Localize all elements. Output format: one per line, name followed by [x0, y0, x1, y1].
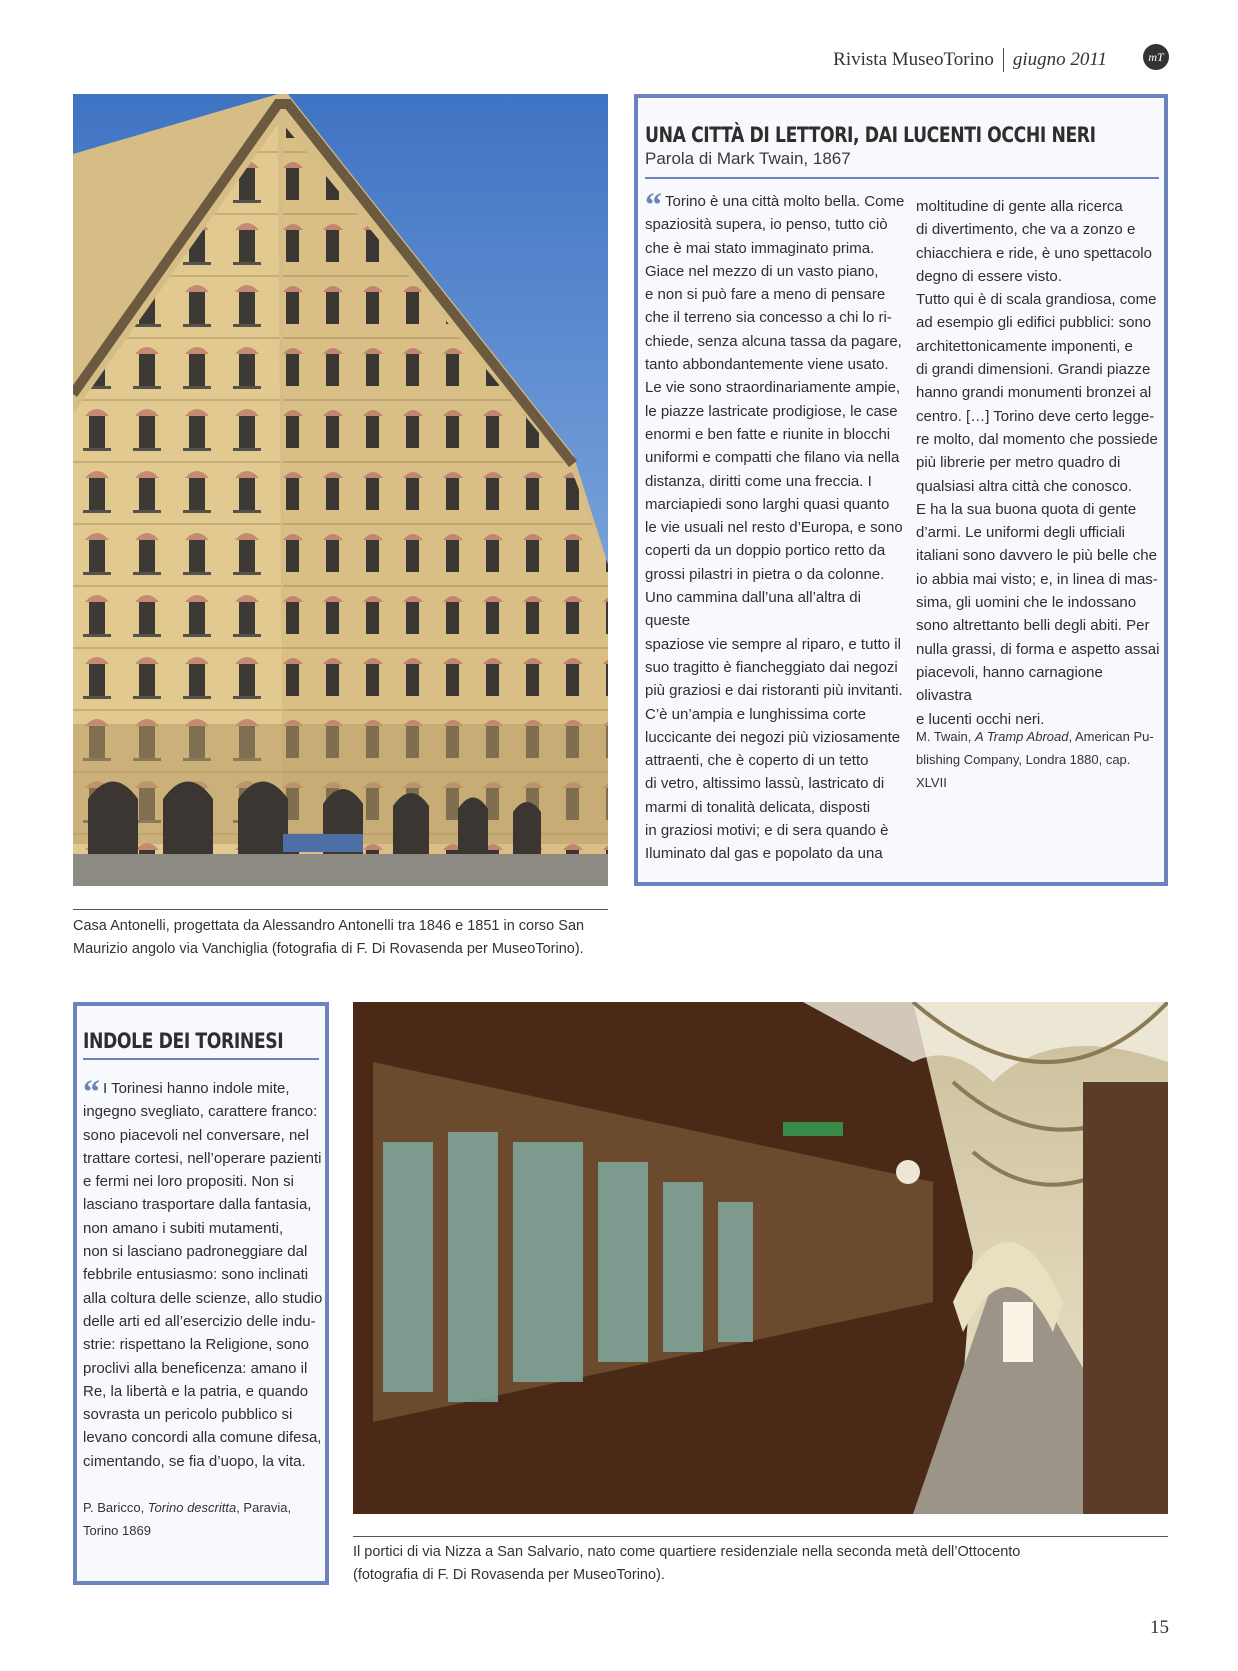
casa-antonelli-photo [73, 94, 608, 886]
quote-open-icon: “ [645, 187, 662, 224]
box1-column-2: moltitudine di gente alla ricerca di divertimento, che va a zonzo e chiacchiera e ride, è uno spettacolo degno di essere visto. Tutto qui è di scala grandiosa, come ad esempio gli edifici pubblici: sono architettonicamente imponenti, e di grandi dimensioni. Grandi piazze hanno grandi monumenti bronzei al centro. […] Torino deve certo legge- re molto, dal momento che possiede più librerie per metro quadro di qualsiasi altra città che conosco. E ha la sua buona quota di gente d’armi. Le uniformi degli ufficiali italiani sono davvero le più belle che io abbia mai visto; e, in linea di mas- sima, gli uomini che le indossano sono altrettanto belli degli abiti. Per nulla grassi, di forma e aspetto assai piacevoli, hanno carnagione olivastra e lucenti occhi neri. [916, 198, 1160, 728]
running-header [833, 44, 1107, 76]
box1-column-1: “ Torino è una città molto bella. Come spaziosità supera, io penso, tutto ciò che è mai stato immaginato prima. Giace nel mezzo di un vasto piano, e non si può fare a meno di pensare che il terreno sia concesso a chi lo ri- chiede, senza alcuna tassa da pagare, tanto abbondantemente viene usato. Le vie sono straordinariamente ampie, le piazze lastricate prodigiose, le case enormi e ben fatte e riunite in blocchi uniformi e compatti che filano via nella distanza, diritti come una freccia. I marciapiedi sono larghi quasi quanto le vie usuali nel resto d’Europa, e sono coperti da un doppio portico retto da grossi pilastri in pietra o da colonne. Uno cammina dall’una all’altra di queste spaziose vie sempre al riparo, e tutto il suo tragitto è fiancheggiato dai negozi più graziosi e dai ristoranti più invitanti. C’è un’ampia e lunghissima corte luccicante dei negozi più viziosamente attraenti, che è coperto di un tetto di vetro, altissimo lassù, lastricato di marmi di tonalità delicata, disposti in graziosi motivi; e di sera quando è Iluminato dal gas e popolato da una [645, 187, 905, 863]
box2-rule [83, 1058, 319, 1060]
box2-citation: P. Baricco, Torino descritta, Paravia, Torino 1869 [83, 1500, 292, 1538]
magazine-name: Rivista MuseoTorino [833, 49, 994, 70]
quote-open-icon-2: “ [83, 1074, 100, 1111]
photo2-caption-rule [353, 1536, 1168, 1537]
box2-body: “ I Torinesi hanno indole mite, ingegno svegliato, carattere franco: sono piacevoli nel conversare, nel trattare cortesi, nell’operare pazienti e fermi nei loro propositi. Non si lasciano trasportare dalla fantasia, non amano i subiti mutamenti, non si lasciano padroneggiare dal febbrile entusiasmo: sono inclinati alla coltura delle scienze, allo studio delle arti ed all’esercizio delle indu- strie: rispettano la Religione, sono proclivi alla beneficenza: amano il Re, la libertà e la patria, e quando sovrasta un pericolo pubblico si levano concordi alla comune difesa, cimentando, se fia d’uopo, la vita. [83, 1074, 323, 1470]
mark-twain-box [634, 94, 1168, 886]
photo1-caption: Casa Antonelli, progettata da Alessandro Antonelli tra 1846 e 1851 in corso San Maurizio angolo via Vanchiglia (fotografia di F. Di Rovasenda per MuseoTorino). [73, 918, 585, 957]
issue-date: giugno 2011 [1012, 49, 1107, 70]
box1-subtitle: Parola di Mark Twain, 1867 [645, 149, 851, 168]
photo2-caption: Il portici di via Nizza a San Salvario, nato come quartiere residenziale nella seconda metà dell’Ottocento (fotografia di F. Di Rovasenda per MuseoTorino). [353, 1544, 1021, 1583]
box1-title: UNA CITTÀ DI LETTORI, DAI LUCENTI OCCHI NERI [645, 123, 1096, 147]
header-separator [1003, 48, 1004, 72]
box1-citation: M. Twain, A Tramp Abroad, American Pu- blishing Company, Londra 1880, cap. XLVII [916, 729, 1154, 790]
museotorino-logo-icon: mT [1143, 44, 1169, 70]
box1-rule [645, 177, 1159, 179]
portici-via-nizza-photo [353, 1002, 1168, 1514]
photo1-caption-rule [73, 909, 608, 910]
indole-torinesi-box [73, 1002, 329, 1585]
page-number: 15 [1150, 1617, 1169, 1638]
box2-title: INDOLE DEI TORINESI [83, 1029, 284, 1053]
